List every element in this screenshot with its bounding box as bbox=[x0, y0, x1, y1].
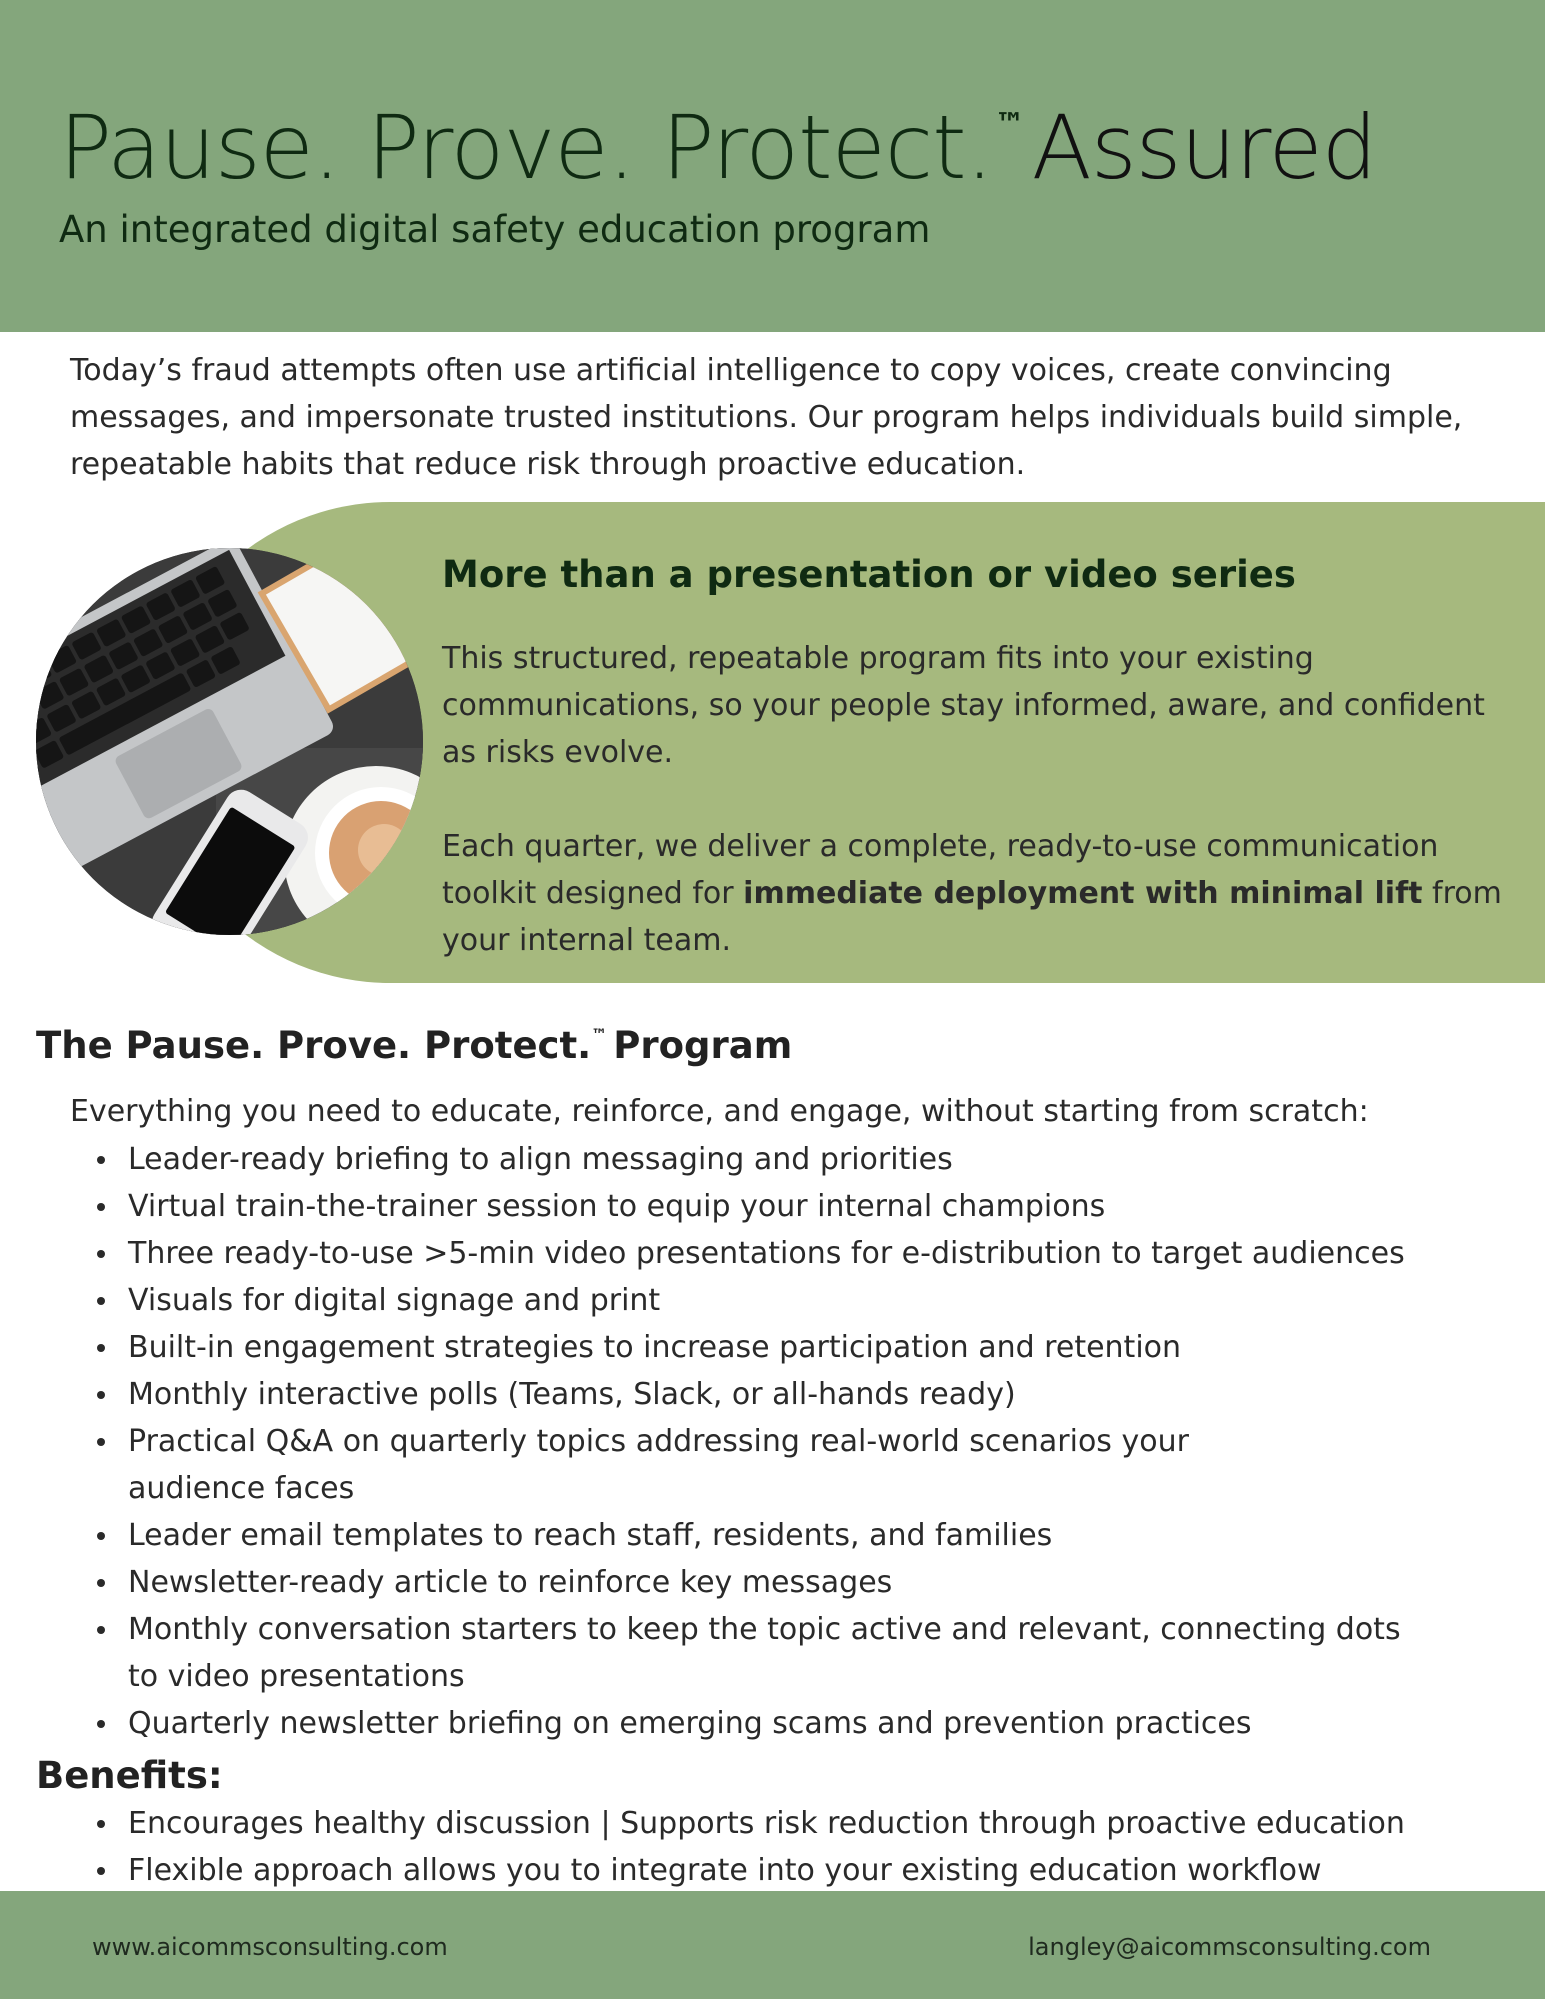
program-trademark-symbol: ™ bbox=[591, 1025, 608, 1044]
feature-body bbox=[442, 635, 1522, 964]
page-subtitle: An integrated digital safety education program bbox=[59, 208, 931, 251]
list-item: Three ready-to-use >5-min video presentations for e-distribution to target audiences bbox=[92, 1230, 1522, 1277]
benefits-title: Benefits: bbox=[36, 1754, 223, 1797]
list-item: Monthly interactive polls (Teams, Slack, or all-hands ready) bbox=[92, 1371, 1522, 1418]
program-list bbox=[92, 1136, 1522, 1747]
list-item: Quarterly newsletter briefing on emerging scams and prevention practices bbox=[92, 1700, 1522, 1747]
page-title bbox=[59, 96, 1377, 199]
program-title-suffix: Program bbox=[613, 1024, 793, 1067]
list-item: Leader email templates to reach staff, residents, and families bbox=[92, 1512, 1522, 1559]
list-item: Newsletter-ready article to reinforce key messages bbox=[92, 1559, 1522, 1606]
feature-paragraph-2-end: from your internal team. bbox=[442, 876, 1502, 958]
list-item: Encourages healthy discussion | Supports risk reduction through proactive education bbox=[92, 1800, 1522, 1847]
list-item: Visuals for digital signage and print bbox=[92, 1277, 1522, 1324]
title-suffix: Assured bbox=[1031, 96, 1377, 199]
feature-paragraph-2 bbox=[442, 823, 1522, 964]
feature-title: More than a presentation or video series bbox=[442, 553, 1296, 596]
feature-paragraph-2-start: Each quarter, we deliver a complete, ready-to-use communication toolkit designed for bbox=[442, 829, 1439, 911]
photo-illustration bbox=[36, 548, 423, 935]
program-title-main: The Pause. Prove. Protect. bbox=[36, 1024, 592, 1067]
list-item: Monthly conversation starters to keep the topic active and relevant, connecting dots to video presentations bbox=[92, 1606, 1522, 1700]
feature-paragraph-1: This structured, repeatable program fits into your existing communications, so your people stay informed, aware, and confident as risks evolve. bbox=[442, 641, 1485, 770]
title-main: Pause. Prove. Protect. bbox=[59, 96, 993, 199]
laptop-phone-coffee-photo bbox=[36, 548, 423, 935]
program-intro: Everything you need to educate, reinforce, and engage, without starting from scratch: bbox=[70, 1094, 1369, 1129]
list-item: Practical Q&A on quarterly topics addressing real-world scenarios your audience faces bbox=[92, 1418, 1522, 1512]
intro-paragraph: Today’s fraud attempts often use artificial intelligence to copy voices, create convincing messages, and impersonate trusted institutions. Our program helps individuals build simple, repeatable habits that reduce risk through proactive education. bbox=[70, 353, 1463, 482]
list-item: Flexible approach allows you to integrate into your existing education workflow bbox=[92, 1847, 1522, 1894]
benefits-list bbox=[92, 1800, 1522, 1894]
program-title bbox=[36, 1024, 792, 1067]
list-item: Built-in engagement strategies to increase participation and retention bbox=[92, 1324, 1522, 1371]
list-item: Virtual train-the-trainer session to equip your internal champions bbox=[92, 1183, 1522, 1230]
website-link[interactable]: www.aicommsconsulting.com bbox=[92, 1933, 448, 1961]
email-link[interactable]: langley@aicommsconsulting.com bbox=[1028, 1933, 1431, 1961]
trademark-symbol: ™ bbox=[994, 107, 1024, 142]
feature-paragraph-2-bold: immediate deployment with minimal lift bbox=[743, 876, 1423, 911]
list-item: Leader-ready briefing to align messaging and priorities bbox=[92, 1136, 1522, 1183]
